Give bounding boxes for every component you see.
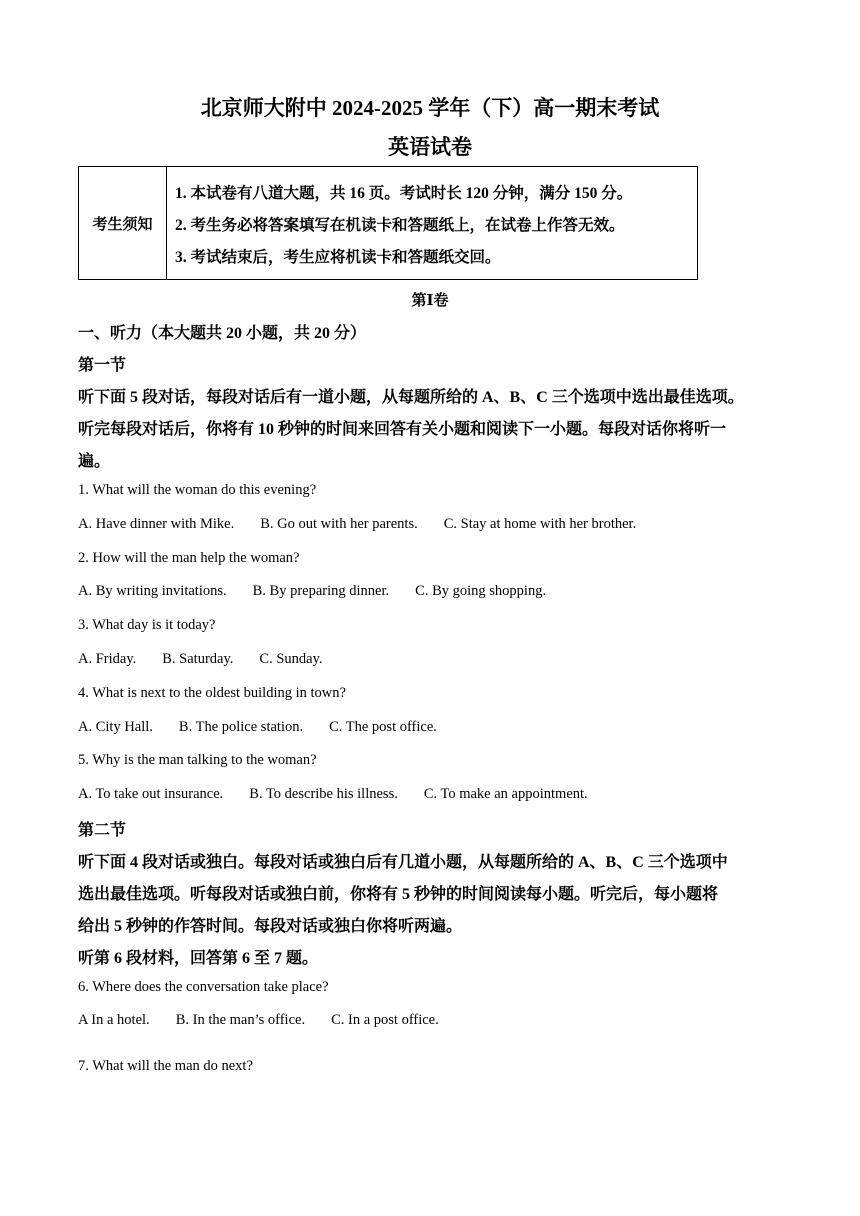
part2-instruction: 选出最佳选项。听每段对话或独白前，你将有 5 秒钟的时间阅读每小题。听完后，每小题将 [78,886,719,903]
option-b: B. Go out with her parents. [260,516,418,532]
option-a: A. Have dinner with Mike. [78,516,235,532]
question-options [78,516,636,533]
page-subtitle: 英语试卷 [388,135,472,159]
section-heading: 一、听力（本大题共 20 小题，共 20 分） [78,325,367,342]
notice-table [78,166,698,280]
question-text: 1. What will the woman do this evening? [78,482,317,498]
part1-label: 第一节 [78,357,127,374]
option-c: C. The post office. [329,719,437,735]
option-b: B. The police station. [178,719,304,735]
question-text: 4. What is next to the oldest building in town? [78,685,346,701]
option-c: C. In a post office. [331,1012,439,1028]
option-c: C. Sunday. [259,651,323,667]
question-options [78,1012,439,1029]
part2-label: 第二节 [78,822,127,839]
option-c: C. By going shopping. [415,583,547,599]
question-options [78,651,323,668]
question-options [78,583,546,600]
question-text: 3. What day is it today? [78,617,216,633]
option-c: C. Stay at home with her brother. [443,516,637,532]
question-options [78,719,437,736]
option-a: A. Friday. [78,651,137,667]
option-b: B. In the man’s office. [175,1012,306,1028]
volume-label: 第Ⅰ卷 [411,293,449,309]
part2-instruction: 给出 5 秒钟的作答时间。每段对话或独白你将听两遍。 [78,918,463,935]
notice-label: 考生须知 [79,167,167,279]
option-b: B. By preparing dinner. [252,583,390,599]
question-text: 5. Why is the man talking to the woman? [78,752,317,768]
option-a: A. To take out insurance. [78,786,224,802]
question-options [78,786,588,803]
option-c: C. To make an appointment. [423,786,588,802]
option-a: A. By writing invitations. [78,583,227,599]
part1-instruction: 听下面 5 段对话，每段对话后有一道小题，从每题所给的 A、B、C 三个选项中选出最佳选项。 [78,389,744,406]
page-title: 北京师大附中 2024-2025 学年（下）高一期末考试 [200,96,660,120]
option-a: A In a hotel. [78,1012,150,1028]
option-a: A. City Hall. [78,719,153,735]
question-text: 6. Where does the conversation take place? [78,979,329,995]
option-b: B. Saturday. [162,651,234,667]
question-text: 2. How will the man help the woman? [78,550,300,566]
option-b: B. To describe his illness. [249,786,398,802]
question-text: 7. What will the man do next? [78,1058,253,1074]
part1-instruction: 遍。 [78,453,111,470]
notice-item: 2. 考生务必将答案填写在机读卡和答题纸上，在试卷上作答无效。 [175,217,625,234]
notice-item: 1. 本试卷有八道大题，共 16 页。考试时长 120 分钟，满分 150 分。 [175,185,633,202]
notice-item: 3. 考试结束后，考生应将机读卡和答题纸交回。 [175,249,501,266]
part2-instruction: 听下面 4 段对话或独白。每段对话或独白后有几道小题，从每题所给的 A、B、C 三个选项中 [78,854,728,871]
material-label: 听第 6 段材料，回答第 6 至 7 题。 [78,950,319,967]
part1-instruction: 听完每段对话后，你将有 10 秒钟的时间来回答有关小题和阅读下一小题。每段对话你将听一 [78,421,727,438]
